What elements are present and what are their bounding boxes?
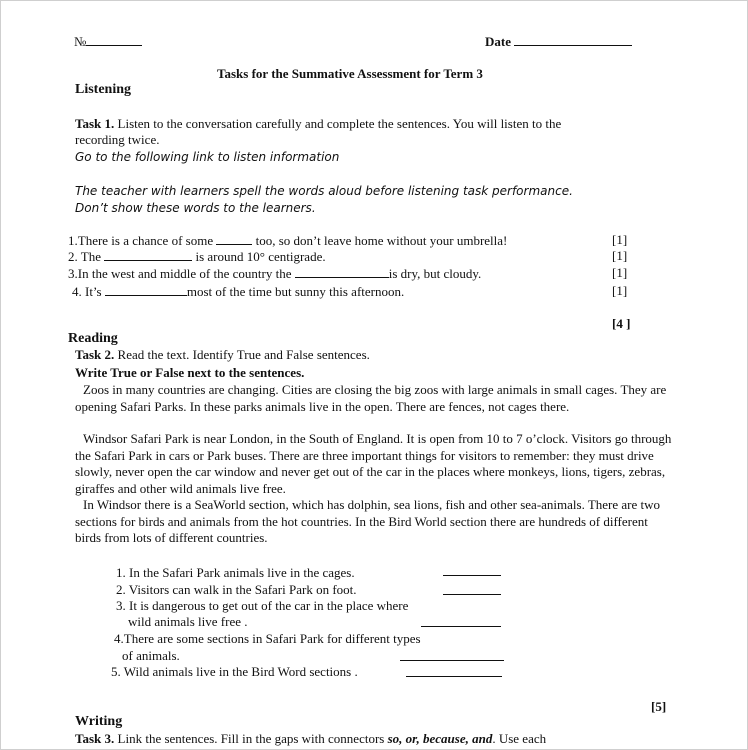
- statement-1: 1. In the Safari Park animals live in the cages.: [116, 565, 355, 580]
- reading-paragraph-1: Zoos in many countries are changing. Cities are closing the big zoos with large animals in small cages. They are opening Safari Parks. In these parks animals live in the open. There are fences, not cages there.: [75, 382, 667, 414]
- mark-2: [1]: [612, 248, 628, 263]
- number-blank: [86, 33, 142, 46]
- listening-item-1: 1.There is a chance of some too, so don’t leave home without your umbrella!: [68, 233, 508, 248]
- page-title: Tasks for the Summative Assessment for Term 3: [217, 66, 483, 81]
- teacher-note-2: Don’t show these words to the learners.: [75, 201, 316, 215]
- listening-item-3: 3.In the west and middle of the country the is dry, but cloudy.: [68, 266, 482, 281]
- statement-2-answer: [443, 582, 501, 599]
- statement-5-answer: [406, 664, 502, 681]
- task1-line2: recording twice.: [75, 132, 160, 147]
- listening-item-2: 2. The is around 10° centigrade.: [68, 249, 326, 264]
- answer-blank: [421, 614, 501, 627]
- statement-4-answer: [400, 648, 504, 665]
- link-note: Go to the following link to listen information: [75, 150, 340, 164]
- blank-4: [105, 283, 187, 296]
- task3-label: Task 3.: [75, 731, 115, 746]
- reading-instruction: Write True or False next to the sentences.: [75, 365, 305, 380]
- task2-label: Task 2.: [75, 347, 115, 362]
- task3-connectors: so, or, because, and: [387, 731, 493, 746]
- blank-2: [104, 248, 192, 261]
- date-label: Date: [485, 34, 511, 49]
- task2-text: Read the text. Identify True and False sentences.: [117, 347, 370, 362]
- reading-heading: Reading: [68, 331, 118, 346]
- reading-paragraph-2: Windsor Safari Park is near London, in the South of England. It is open from 10 to 7 o’clock. Visitors go through the Safari Park in cars or Park buses. There are three important things for visitors to remember: they must drive slowly, never open the car window and never get out of the car in the places where monkeys, lions, tigers, zebras, giraffes and other wild animals live free.: [75, 431, 672, 496]
- task3-text: Link the sentences. Fill in the gaps with connectors: [117, 731, 385, 746]
- statement-2: 2. Visitors can walk in the Safari Park on foot.: [116, 582, 357, 597]
- listening-item-4: 4. It’s most of the time but sunny this afternoon.: [72, 284, 405, 299]
- answer-blank: [400, 648, 504, 661]
- task3-text-after: . Use each: [492, 731, 547, 746]
- date-blank: [514, 33, 632, 46]
- number-label: №: [74, 34, 87, 49]
- task1-line1: [75, 116, 561, 132]
- statement-5: 5. Wild animals live in the Bird Word sections .: [111, 664, 358, 679]
- teacher-note-1: The teacher with learners spell the words aloud before listening task performance.: [75, 184, 573, 198]
- mark-4: [1]: [612, 283, 628, 298]
- blank-3: [295, 265, 389, 278]
- statement-3-cont: wild animals live free .: [128, 614, 248, 629]
- task2-line: [75, 347, 370, 363]
- statement-1-answer: [443, 563, 501, 580]
- task1-text-1: Listen to the conversation carefully and complete the sentences. You will listen to the: [117, 116, 562, 131]
- mark-1: [1]: [612, 232, 628, 247]
- number-field: [74, 33, 142, 50]
- listening-total: [4 ]: [612, 316, 631, 331]
- answer-blank: [443, 582, 501, 595]
- mark-3: [1]: [612, 265, 628, 280]
- task3-line: [75, 731, 546, 747]
- date-field: [485, 33, 632, 50]
- statement-4: 4.There are some sections in Safari Park for different types: [114, 631, 421, 646]
- answer-blank: [443, 563, 501, 576]
- writing-heading: Writing: [75, 714, 123, 729]
- statement-4-cont: of animals.: [122, 648, 180, 663]
- statement-3-answer: [421, 614, 501, 631]
- listening-heading: Listening: [75, 82, 132, 97]
- statement-3: 3. It is dangerous to get out of the car in the place where: [116, 598, 409, 613]
- blank-1: [216, 232, 252, 245]
- reading-total: [5]: [651, 699, 667, 714]
- answer-blank: [406, 664, 502, 677]
- task1-label: Task 1.: [75, 116, 115, 131]
- reading-paragraph-3: In Windsor there is a SeaWorld section, which has dolphin, sea lions, fish and other sea-animals. There are two sections for birds and animals from the hot countries. In the Bird World section there are hundreds of different birds from lots of different countries.: [75, 497, 661, 545]
